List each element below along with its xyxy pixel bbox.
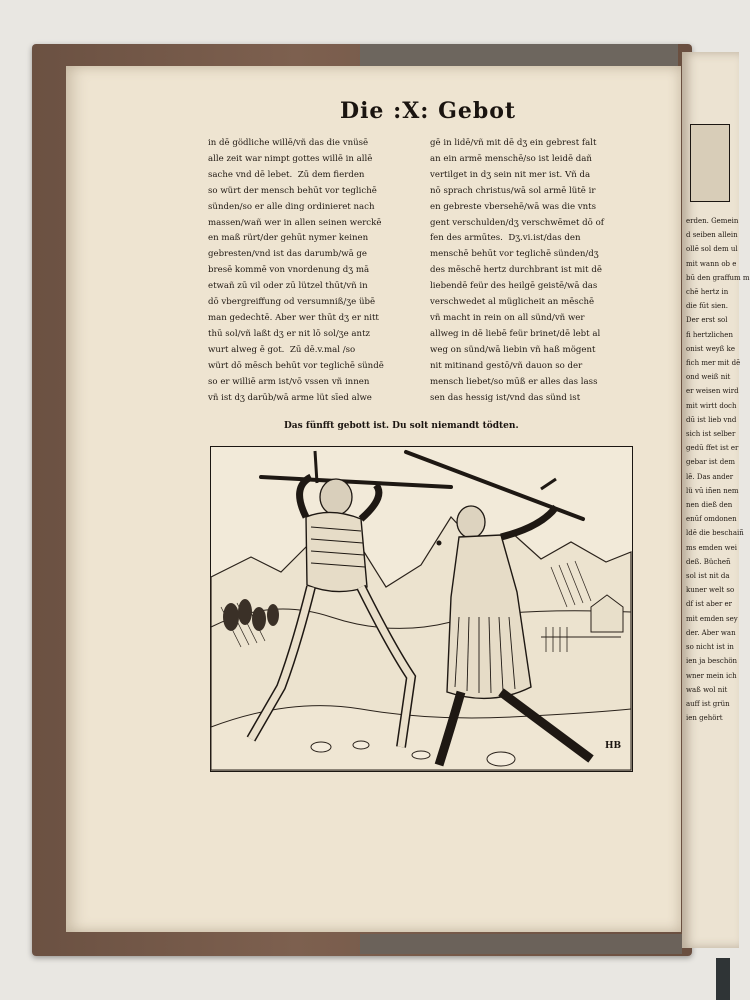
- facing-text-line: mit emden sey: [686, 614, 738, 623]
- facing-text-line: bū den graffum m: [686, 273, 750, 282]
- text-line: mensch liebet/so mūß er alles das lass: [430, 376, 598, 387]
- text-line: gebresten/vnd ist das darumb/wā ge: [208, 249, 368, 260]
- text-line: weg on sünd/wā liebin vñ haß mögent: [430, 344, 596, 355]
- facing-text-line: enūf omdonen: [686, 515, 737, 524]
- text-line: massen/wañ wer in allen seinen werckē: [208, 217, 382, 228]
- text-line: würt dō mēsch behūt vor teglichē sündē: [208, 360, 384, 371]
- facing-text-line: gedū ffet ist er: [686, 444, 739, 453]
- text-line: menschē behūt vor teglichē sünden/dʒ: [430, 249, 599, 260]
- facing-text-line: ollē sol dem ul: [686, 245, 738, 254]
- facing-text-line: so nicht ist in: [686, 643, 734, 652]
- facing-text-line: ien gehört: [686, 714, 723, 723]
- text-line: sünden/so er alle ding ordinieret nach: [208, 201, 375, 212]
- text-column-left: [208, 136, 418, 406]
- bookmark-ribbon: [716, 958, 730, 1000]
- text-line: vñ macht in rein on all sünd/vñ wer: [430, 312, 585, 323]
- text-line: sache vnd dē lebet. Zū dem fierden: [208, 169, 365, 180]
- woodcut-caption: Das fünfft gebott ist. Du solt niemandt tödten.: [284, 421, 519, 431]
- page-title: Die :X: Gebot: [340, 98, 517, 124]
- text-line: gent verschulden/dʒ verschwēmet dō of: [430, 217, 604, 228]
- text-line: man gedechtē. Aber wer thūt dʒ er nitt: [208, 312, 379, 323]
- facing-text-line: fi hertzlichen: [686, 330, 733, 339]
- facing-text-line: erden. Gemein: [686, 217, 739, 225]
- text-line: so würt der mensch behūt vor teglichē: [208, 185, 377, 196]
- text-line: en gebreste vbersehē/wā was die vnts: [430, 201, 597, 212]
- artist-monogram: HB: [605, 741, 622, 751]
- facing-text-line: die fūt sien.: [686, 302, 728, 311]
- text-line: thū sol/vñ laßt dʒ er nit lō sol/ʒe antz: [208, 328, 371, 339]
- facing-text-line: Der erst sol: [686, 316, 728, 325]
- facing-text-line: fich mer mit dē: [686, 359, 741, 368]
- woodcut-drawing: [211, 447, 631, 770]
- facing-text-line: waß wol nit: [686, 685, 728, 694]
- text-line: so er williē arm ist/vō vssen vñ innen: [208, 376, 370, 387]
- text-line: vertilget in dʒ sein nit mer ist. Vñ da: [430, 169, 591, 180]
- facing-text-line: nen dieß den: [686, 501, 733, 510]
- text-line: verschwedet al müglicheit an mēschē: [430, 297, 595, 308]
- text-line: allweg in dē liebē feür brinet/dē lebt al: [430, 328, 601, 339]
- text-line: sen das hessig ist/vnd das sünd ist: [430, 392, 581, 403]
- facing-text-line: er weisen wird: [686, 387, 739, 396]
- text-line: etwañ zū vil oder zū lützel thūt/vñ in: [208, 281, 368, 292]
- facing-text-line: mit wann ob e: [686, 259, 737, 268]
- spine-edge-top: [360, 44, 678, 66]
- facing-text-line: df ist aber er: [686, 600, 733, 609]
- facing-page-initial: [690, 124, 730, 202]
- text-line: liebendē feür des heilgē geistē/wā das: [430, 281, 598, 292]
- woodcut-illustration: [210, 446, 633, 772]
- text-line: gē in lidē/vñ mit dē dʒ ein gebrest falt: [430, 138, 597, 148]
- text-line: vñ ist dʒ darūb/wā arme lüt sīed alwe: [208, 392, 372, 403]
- facing-text-line: lē. Das ander: [686, 472, 734, 481]
- text-line: alle zeit war nimpt gottes willē in allē: [208, 153, 373, 164]
- text-line: bresē kommē von vnordenung dʒ mā: [208, 265, 370, 276]
- text-line: des mēschē hertz durchbrant ist mit dē: [430, 265, 602, 276]
- facing-text-line: ms emden wei: [686, 543, 737, 552]
- facing-text-line: ond weiß nit: [686, 373, 731, 382]
- text-line: in dē gödliche willē/vñ das die vnüsē: [208, 138, 369, 148]
- text-line: en maß rürt/der gehūt nymer keinen: [208, 233, 369, 244]
- text-line: an ein armē menschē/so ist leidē dañ: [430, 153, 592, 164]
- facing-text-line: ien ja beschön: [686, 657, 738, 666]
- facing-text-line: sich ist selber: [686, 430, 736, 439]
- facing-text-line: onist weyß ke: [686, 344, 735, 353]
- facing-text-line: wner mein ich: [686, 671, 737, 680]
- facing-text-line: gebar ist dem: [686, 458, 735, 467]
- text-line: fen des armūtes. Dʒ.vi.ist/das den: [430, 233, 581, 244]
- facing-text-line: sol ist nit da: [686, 572, 730, 581]
- facing-text-line: dū ist lieb vnd: [686, 415, 737, 424]
- facing-text-line: der. Aber wan: [686, 628, 736, 637]
- facing-text-line: deß. Bücheñ: [686, 557, 731, 566]
- facing-text-line: auff ist grün: [686, 699, 730, 708]
- facing-text-line: lü vū iñen nem: [686, 486, 739, 495]
- facing-text-line: kuner welt so: [686, 586, 735, 595]
- facing-text-line: mit wirtt doch: [686, 401, 737, 410]
- text-line: wurt alweg ē got. Zū dē.v.mal /so: [208, 344, 356, 355]
- facing-text-line: d seiben allein: [686, 231, 738, 240]
- text-column-right: [430, 136, 640, 406]
- text-line: dō vbergreiffung od versumniß/ʒe übē: [208, 297, 376, 308]
- facing-page-text: [686, 214, 750, 725]
- text-line: nit mitinand gestō/vñ dauon so der: [430, 360, 583, 371]
- facing-text-line: ldē die beschaiñ: [686, 529, 744, 538]
- facing-text-line: chē hertz in: [686, 288, 729, 297]
- spine-edge-bottom: [360, 934, 682, 954]
- text-line: nō sprach christus/wā sol armē lütē ir: [430, 185, 596, 196]
